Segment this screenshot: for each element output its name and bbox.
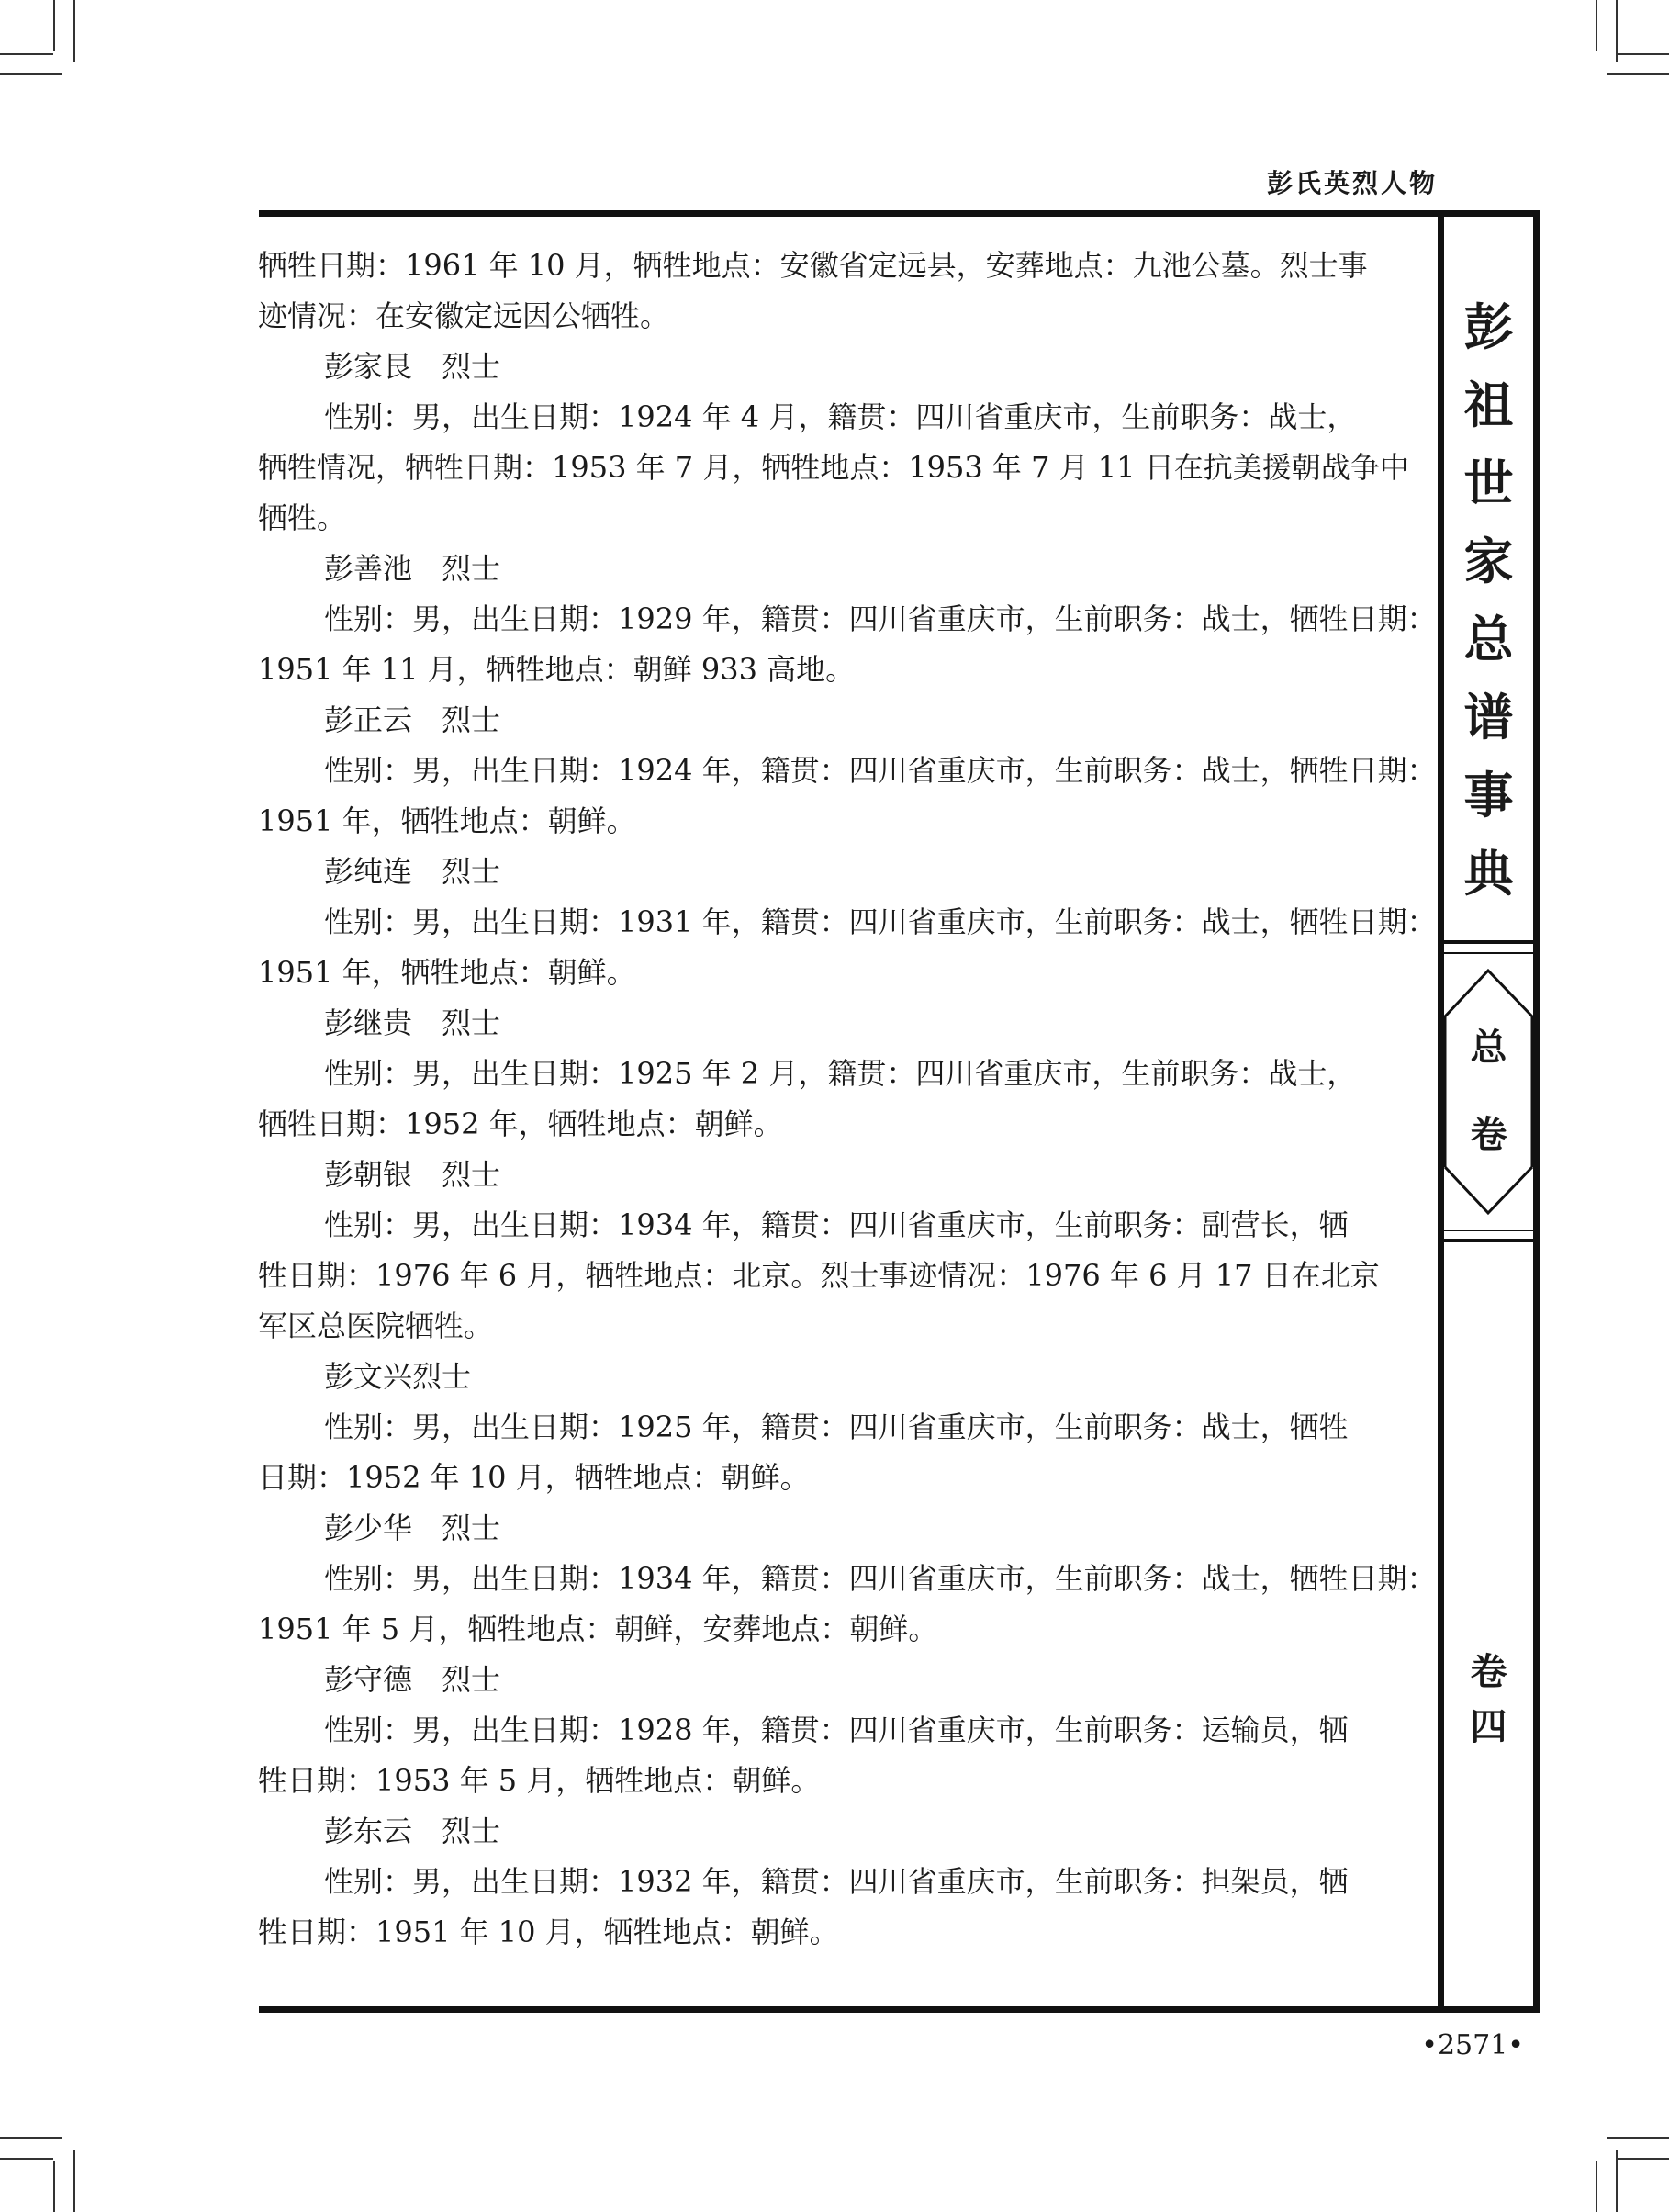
entry-line: 性别：男，出生日期：1934 年，籍贯：四川省重庆市，生前职务：战士，牺牲日期：: [324, 1561, 1437, 1596]
entry-line: 牲日期：1953 年 5 月，牺牲地点：朝鲜。: [258, 1763, 821, 1798]
sidebar-divider: [1438, 1230, 1540, 1231]
entry: [258, 1150, 1396, 1352]
entry-line: 1951 年 5 月，牺牲地点：朝鲜，安葬地点：朝鲜。: [258, 1611, 938, 1646]
entry-line: 牺牲。: [258, 500, 347, 535]
crop-mark: [73, 2150, 75, 2212]
entry-line: 1951 年 11 月，牺牲地点：朝鲜 933 高地。: [258, 652, 856, 687]
book-title-char: 家: [1463, 533, 1514, 590]
book-title-char: 彭: [1463, 298, 1514, 356]
entry-line: 性别：男，出生日期：1931 年，籍贯：四川省重庆市，生前职务：战士，牺牲日期：: [324, 904, 1437, 939]
top-rule: [259, 210, 1540, 217]
volume-char: 卷: [1470, 1651, 1507, 1693]
entry-line: 性别：男，出生日期：1929 年，籍贯：四川省重庆市，生前职务：战士，牺牲日期：: [324, 601, 1437, 636]
crop-mark: [1607, 73, 1669, 75]
entry-name: 彭继贵 烈士: [324, 1005, 501, 1040]
book-title-char: 总: [1463, 611, 1514, 668]
entry-line: 性别：男，出生日期：1925 年，籍贯：四川省重庆市，生前职务：战士，牺牲: [324, 1409, 1349, 1444]
entry-line: 牲日期：1951 年 10 月，牺牲地点：朝鲜。: [258, 1914, 839, 1949]
section-char: 总: [1470, 1027, 1507, 1069]
crop-mark: [73, 0, 75, 62]
entry-name: 彭纯连 烈士: [324, 854, 501, 889]
entry-line: 性别：男，出生日期：1925 年 2 月，籍贯：四川省重庆市，生前职务：战士，: [324, 1056, 1357, 1091]
entry-line: 性别：男，出生日期：1932 年，籍贯：四川省重庆市，生前职务：担架员，牺: [324, 1864, 1349, 1899]
diamond-frame-icon: [1438, 954, 1540, 1230]
volume-char: 四: [1470, 1706, 1507, 1748]
continuation-line: 迹情况：在安徽定远因公牺牲。: [258, 298, 670, 333]
entry-line: 牺牲日期：1952 年，牺牲地点：朝鲜。: [258, 1106, 783, 1141]
page-body: [258, 241, 1437, 1958]
entry: [258, 1503, 1437, 1655]
crop-mark: [0, 2158, 53, 2160]
sidebar: [1438, 210, 1540, 2013]
crop-mark: [53, 0, 55, 51]
entry-line: 牺牲情况，牺牲日期：1953 年 7 月，牺牲地点：1953 年 7 月 11 日在抗美援朝战争中: [258, 450, 1409, 485]
book-title-char: 祖: [1463, 376, 1514, 434]
entry: [258, 1352, 1396, 1503]
entry: [258, 847, 1437, 998]
crop-mark: [1607, 2137, 1669, 2139]
book-title-char: 典: [1463, 845, 1514, 903]
crop-mark: [53, 2161, 55, 2212]
entry-name: 彭少华 烈士: [324, 1510, 501, 1545]
crop-mark: [1596, 0, 1597, 51]
running-header: 彭氏英烈人物: [1266, 168, 1438, 198]
crop-mark: [0, 73, 62, 75]
entry-name: 彭守德 烈士: [324, 1662, 501, 1697]
entry-line: 性别：男，出生日期：1928 年，籍贯：四川省重庆市，生前职务：运输员，牺: [324, 1712, 1349, 1747]
entry-name: 彭善池 烈士: [324, 551, 501, 586]
page-number: •2571•: [1421, 2029, 1524, 2061]
crop-mark: [0, 53, 53, 55]
entry-name: 彭正云 烈士: [324, 702, 501, 737]
entry-line: 军区总医院牺牲。: [258, 1308, 494, 1343]
entry: [258, 544, 1437, 695]
entry-line: 日期：1952 年 10 月，牺牲地点：朝鲜。: [258, 1460, 810, 1495]
crop-mark: [1616, 53, 1669, 55]
entry: [258, 998, 1396, 1150]
book-title-char: 事: [1463, 767, 1514, 825]
entry: [258, 342, 1409, 544]
book-title-char: 谱: [1463, 689, 1514, 747]
entry-line: 1951 年，牺牲地点：朝鲜。: [258, 803, 636, 838]
entry-name: 彭文兴烈士: [324, 1359, 472, 1394]
bottom-rule: [259, 2006, 1540, 2013]
crop-mark: [0, 2137, 62, 2139]
crop-mark: [1616, 2158, 1669, 2160]
entry: [258, 695, 1437, 847]
entry-line: 牲日期：1976 年 6 月，牺牲地点：北京。烈士事迹情况：1976 年 6 月 17 日在北京: [258, 1258, 1380, 1293]
sidebar-divider: [1438, 940, 1540, 944]
entry-name: 彭朝银 烈士: [324, 1157, 501, 1192]
entry: [258, 1806, 1396, 1958]
entry-line: 1951 年，牺牲地点：朝鲜。: [258, 955, 636, 990]
crop-mark: [1596, 2161, 1597, 2212]
entry-name: 彭东云 烈士: [324, 1813, 501, 1848]
continuation-line: 牺牲日期：1961 年 10 月，牺牲地点：安徽省定远县，安葬地点：九池公墓。烈士事: [258, 248, 1368, 283]
entry: [258, 1655, 1396, 1806]
entry-name: 彭家艮 烈士: [324, 349, 501, 384]
entry-line: 性别：男，出生日期：1924 年 4 月，籍贯：四川省重庆市，生前职务：战士，: [324, 399, 1357, 434]
entry-line: 性别：男，出生日期：1934 年，籍贯：四川省重庆市，生前职务：副营长，牺: [324, 1207, 1349, 1242]
sidebar-divider: [1438, 1239, 1540, 1242]
section-char: 卷: [1470, 1114, 1507, 1156]
entry-line: 性别：男，出生日期：1924 年，籍贯：四川省重庆市，生前职务：战士，牺牲日期：: [324, 753, 1437, 788]
book-title-char: 世: [1463, 455, 1514, 512]
